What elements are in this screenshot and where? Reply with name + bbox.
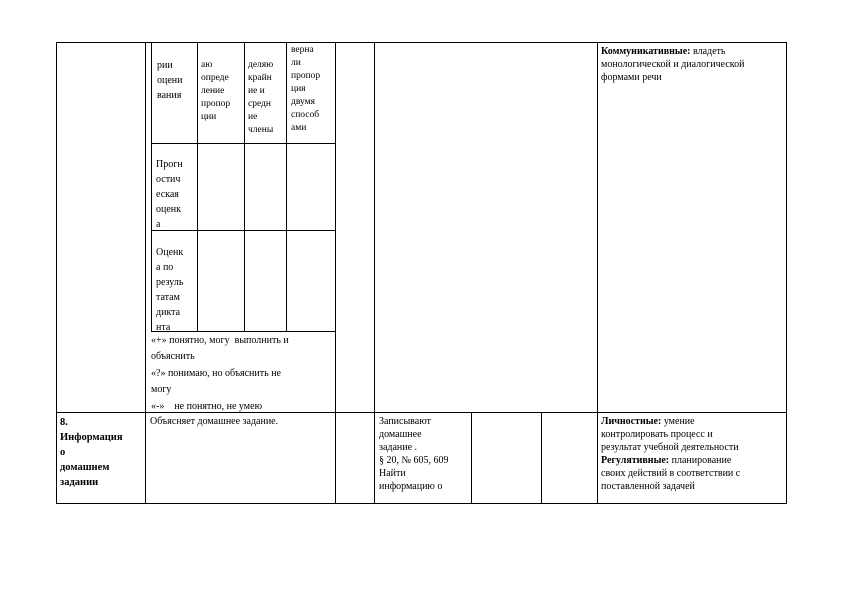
- inner-header-criteria: рии оцени вания: [157, 60, 183, 101]
- uud-personal-text-c: результат учебной деятельности: [601, 442, 739, 453]
- legend-question-cont: могу: [151, 384, 172, 395]
- inner-header-proportion-check: верна ли пропор ция двумя способ ами: [291, 45, 321, 133]
- uud-regulative-text-c: поставленной задачей: [601, 481, 695, 492]
- uud-regulative-text-b: своих действий в соответствии с: [601, 468, 741, 479]
- legend-plus: «+» понятно, могу выполнить и: [151, 335, 289, 346]
- uud-personal-text-a: умение: [661, 416, 695, 427]
- inner-row-prognostic: Прогн остич еская оценк а: [156, 159, 183, 230]
- stage-number: 8.: [60, 417, 68, 428]
- legend-question: «?» понимаю, но объяснить не: [151, 368, 281, 379]
- inner-row-dictation: Оценк а по резуль татам дикта нта: [156, 247, 184, 333]
- uud-communicative: [601, 45, 783, 84]
- uud-communicative-label: Коммуникативные:: [601, 46, 691, 57]
- uud-regulative-label: Регулятивные:: [601, 455, 670, 466]
- student-action: Записывают домашнее задание . § 20, № 605, 609 Найти информацию о: [379, 416, 449, 492]
- legend-plus-cont: объяснить: [151, 351, 195, 362]
- legend-minus: «-» не понятно, не умею: [151, 401, 263, 412]
- uud-communicative-text-a: владеть: [690, 46, 726, 57]
- uud-communicative-text-b: монологической и диалогической: [601, 59, 745, 70]
- inner-header-extreme-middle-terms: деляю крайн ие и средн ие члены: [248, 60, 274, 135]
- teacher-action: Объясняет домашнее задание.: [150, 416, 279, 427]
- uud-personal-label: Личностные:: [601, 416, 662, 427]
- uud-communicative-text-c: формами речи: [601, 72, 662, 83]
- uud-personal-text-b: контролировать процесс и: [601, 429, 713, 440]
- uud-regulative-text-a: планирование: [669, 455, 732, 466]
- stage-title: Информация о домашнем задании: [60, 432, 123, 488]
- inner-header-determine-proportion: аю опреде ление пропор ции: [201, 60, 231, 122]
- uud-row2: [601, 415, 785, 493]
